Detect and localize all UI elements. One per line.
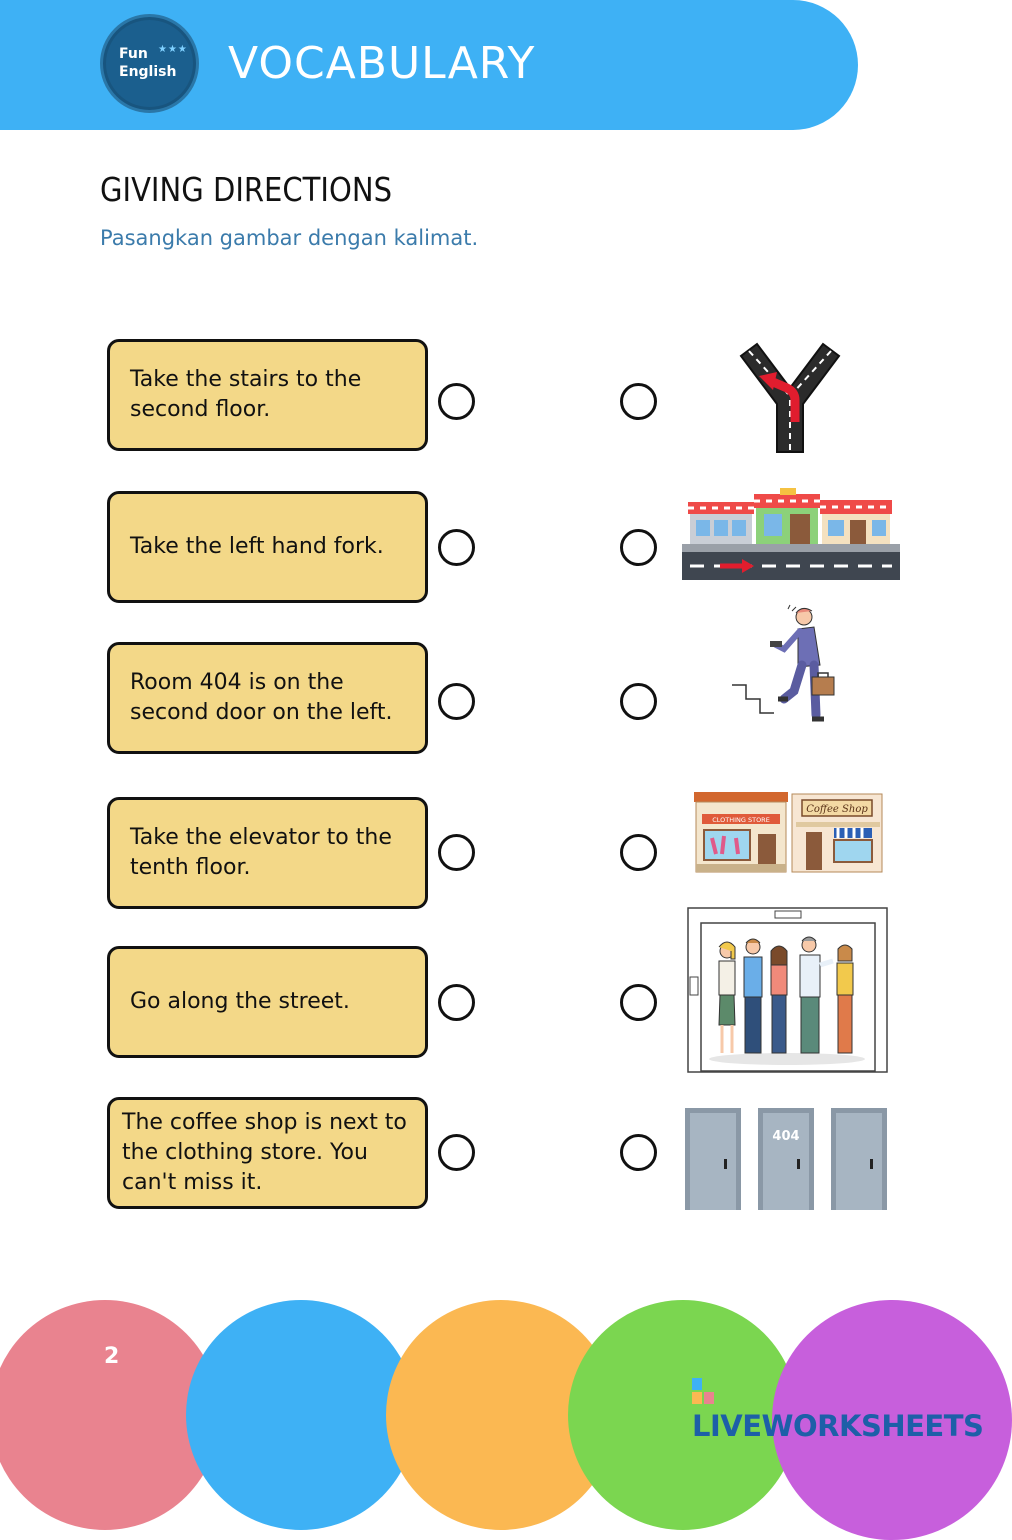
sentence-card-3: [107, 642, 428, 754]
sentence-card-5: [107, 946, 428, 1058]
sentence-text: Take the stairs to the second floor.: [130, 367, 362, 422]
sentence-text: Room 404 is on the second door on the left.: [130, 670, 393, 725]
sentence-text: Take the left hand fork.: [130, 534, 384, 559]
shops-icon: [692, 788, 884, 874]
sentence-card-4: [107, 797, 428, 909]
match-dot-left-5[interactable]: [438, 984, 475, 1021]
sentence-card-6: [107, 1097, 428, 1209]
match-dot-right-5[interactable]: [620, 984, 657, 1021]
sentence-text: The coffee shop is next to the clothing store. You can't miss it.: [122, 1110, 407, 1195]
clothing-store-sign: CLOTHING STORE: [712, 816, 770, 824]
sentence-text: Go along the street.: [130, 989, 350, 1014]
sentence-text: Take the elevator to the tenth floor.: [130, 825, 392, 880]
instruction-text: Pasangkan gambar dengan kalimat.: [100, 226, 479, 250]
star-icon: ★★★: [158, 44, 188, 55]
wave-blue: [186, 1300, 416, 1530]
match-dot-left-4[interactable]: [438, 834, 475, 871]
match-dot-right-2[interactable]: [620, 529, 657, 566]
doors-icon: [684, 1107, 888, 1211]
match-dot-right-4[interactable]: [620, 834, 657, 871]
logo-line2: English: [119, 64, 177, 80]
sentence-card-1: [107, 339, 428, 451]
match-dot-left-2[interactable]: [438, 529, 475, 566]
match-dot-right-3[interactable]: [620, 683, 657, 720]
page-title: VOCABULARY: [228, 38, 536, 89]
page-number: 2: [104, 1344, 120, 1369]
elevator-icon: [687, 907, 888, 1073]
fork-road-icon: [733, 342, 848, 452]
brand-text: LIVEWORKSHEETS: [692, 1409, 984, 1443]
match-dot-left-6[interactable]: [438, 1134, 475, 1171]
street-icon: [682, 486, 900, 581]
section-title: GIVING DIRECTIONS: [100, 170, 393, 209]
coffee-shop-sign: Coffee Shop: [806, 804, 868, 815]
logo-line1: Fun: [119, 46, 148, 62]
liveworksheets-mark-icon: [692, 1378, 714, 1404]
room-number: 404: [772, 1129, 800, 1144]
liveworksheets-logo: [692, 1372, 999, 1444]
match-dot-right-6[interactable]: [620, 1134, 657, 1171]
match-dot-right-1[interactable]: [620, 383, 657, 420]
match-dot-left-1[interactable]: [438, 383, 475, 420]
sentence-card-2: [107, 491, 428, 603]
match-dot-left-3[interactable]: [438, 683, 475, 720]
stairs-icon: [728, 603, 838, 728]
fun-english-logo: [100, 14, 199, 113]
